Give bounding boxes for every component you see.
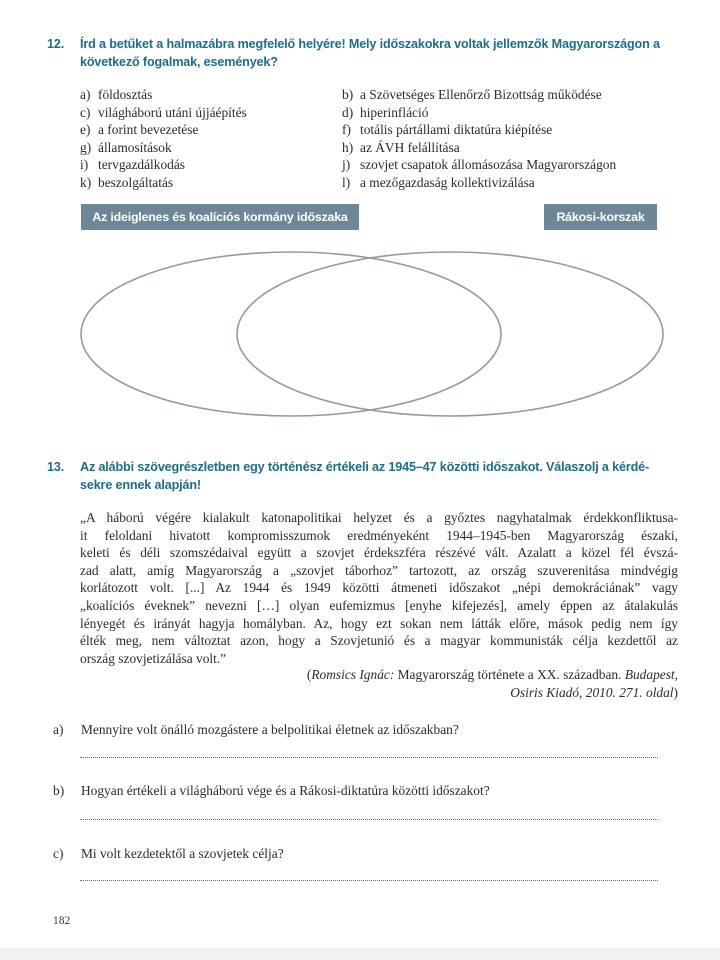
item-j: j) szovjet csapatok állomásozása Magyarországon — [342, 157, 617, 173]
historian-quote — [80, 509, 678, 667]
bottom-margin-strip — [0, 948, 720, 960]
quote-citation: (Romsics Ignác: Magyarország története a XX. században. Budapest, Osiris Kiadó, 2010. 271. oldal) — [306, 667, 678, 700]
answer-line-b[interactable] — [80, 817, 658, 820]
item-l: l) a mezőgazdaság kollektivizálása — [342, 175, 535, 190]
task-13-heading — [47, 458, 677, 494]
item-i: i) tervgazdálkodás — [80, 157, 185, 173]
task-13-instructions-line-1: Az alábbi szövegrészletben egy történész értékeli az 1945–47 közötti időszakot. Válaszolj a kérdé- — [80, 460, 650, 474]
quote-line: keleti és déli szomszédaival együtt a szovjet érdekszféra részévé vált. Azalatt a közel fél évszá- — [80, 545, 678, 561]
item-e: e) a forint bevezetése — [80, 122, 199, 138]
question-b: b) Hogyan értékeli a világháború vége és a Rákosi-diktatúra közötti időszakot? — [53, 783, 490, 798]
item-a: a) földosztás — [80, 87, 153, 102]
item-k: k) beszolgáltatás — [80, 175, 174, 190]
item-h: h) az ÁVH felállítása — [342, 139, 460, 155]
item-c: c) világháború utáni újjáépítés — [80, 104, 247, 120]
citation-title: Magyarország története a XX. században. — [394, 667, 625, 682]
quote-line: „koalíciós éveknek” nevezni […] olyan eufemizmus [enyhe kifejezés], amely éppen az átalakulás — [80, 597, 678, 613]
venn-set-coalition-period[interactable] — [81, 252, 501, 416]
question-a: a) Mennyire volt önálló mozgástere a belpolitikai életnek az időszakban? — [53, 722, 459, 737]
quote-line: ország szovjetizálása volt.” — [80, 650, 227, 666]
citation-publisher: Osiris Kiadó, 2010. 271. oldal — [510, 685, 674, 700]
answer-line-a[interactable] — [80, 755, 658, 758]
item-f: f) totális pártállami diktatúra kiépítése — [342, 122, 553, 138]
venn-label-coalition-period: Az ideiglenes és koalíciós kormány időszaka — [81, 204, 359, 230]
quote-line: „A háború végére kialakult katonapolitikai helyzet és a győztes nagyhatalmak érdekkonfliktusa- — [80, 510, 678, 525]
venn-set-rakosi-era[interactable] — [237, 252, 663, 416]
quote-line: it feloldani hivatott kompromisszumok eredményeként 1944–1945-ben Magyarország északi, — [80, 527, 678, 543]
task-12-number: 12. — [47, 37, 65, 51]
task-13-number: 13. — [47, 460, 65, 474]
venn-label-rakosi-era: Rákosi-korszak — [544, 204, 657, 230]
quote-line: korlátozott volt. [...] Az 1944 és 1949 közötti átmeneti időszakot „népi demokráciának” vagy — [80, 580, 678, 596]
citation-author: Romsics Ignác: — [311, 667, 395, 682]
quote-line: élték meg, nem változtat azon, hogy a Szovjetunió és a magyar kommunisták célja kezdettől az — [80, 633, 678, 649]
item-d: d) hiperinfláció — [342, 104, 429, 120]
citation-place: Budapest, — [624, 667, 678, 682]
question-c: c) Mi volt kezdetektől a szovjetek célja? — [53, 846, 284, 861]
task-12-heading — [47, 35, 677, 71]
item-g: g) államosítások — [80, 139, 172, 155]
answer-line-c[interactable] — [80, 878, 658, 881]
item-b: b) a Szövetséges Ellenőrző Bizottság működése — [342, 87, 602, 102]
quote-line: lényegét és irányát hagyja homályban. Az, hogy ezt sokan nem látták előre, mások pedig nem így — [80, 615, 678, 631]
task-13-instructions-line-2: sekre ennek alapján! — [80, 478, 201, 492]
page-number: 182 — [53, 915, 71, 927]
quote-line: zad alatt, amíg Magyarország a „szovjet táborhoz” tartozott, az ország szuverenitása mindvégig — [80, 562, 678, 578]
task-12-instructions: Írd a betűket a halmazábra megfelelő helyére! Mely időszakokra voltak jellemzők Magyarországon a következő fogalmak, események? — [80, 37, 660, 69]
